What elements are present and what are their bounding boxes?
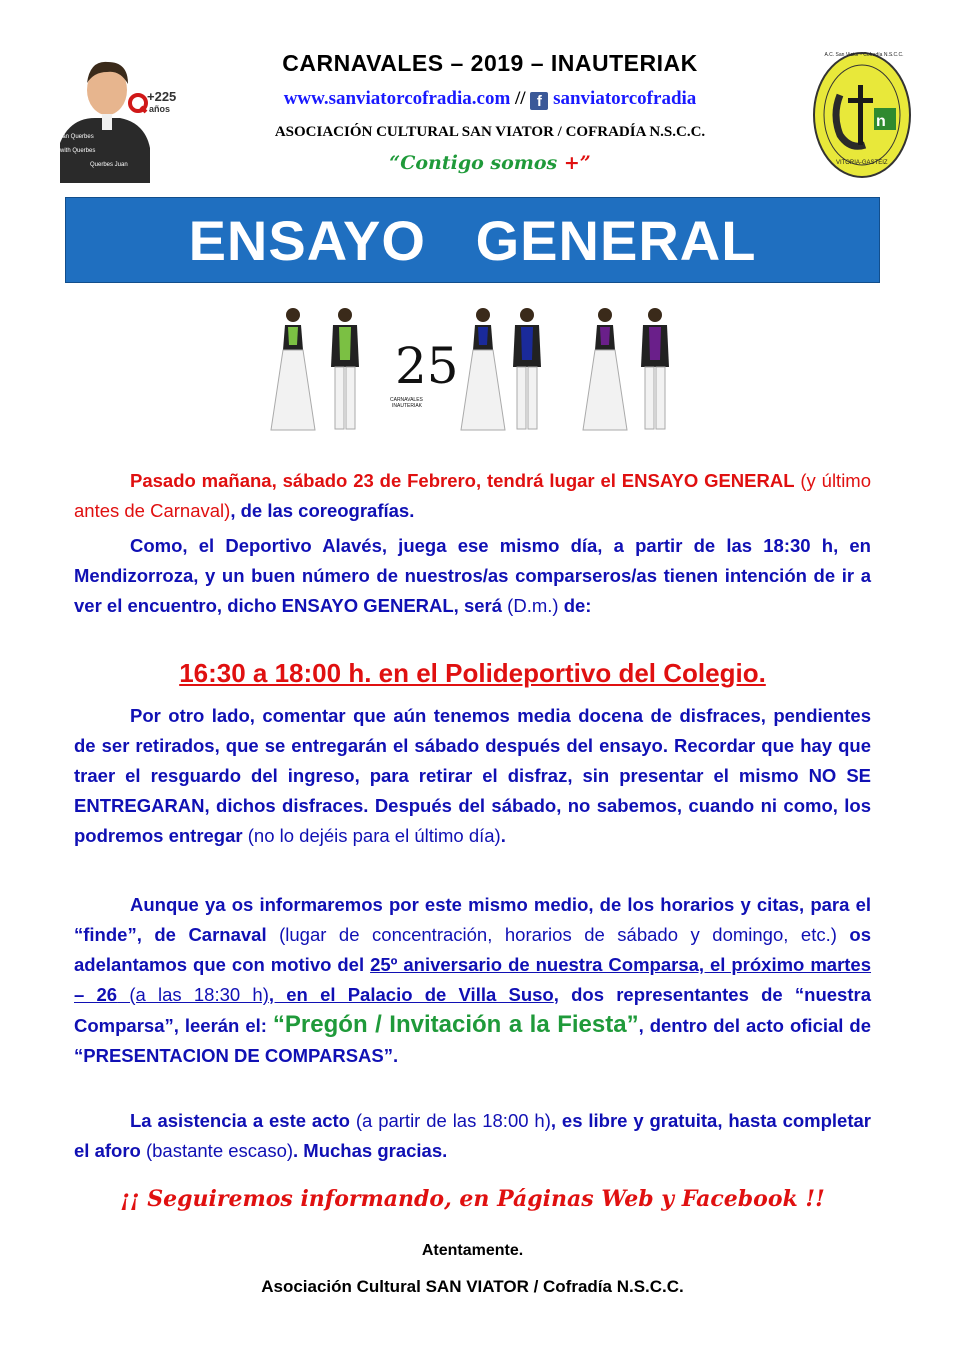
figure-man-blue (513, 308, 541, 429)
header-motto (170, 152, 810, 174)
p2-a: Como, el Deportivo Alavés, juega ese mismo día, a partir de las 18:30 h, en Mendizorroza, y un buen número de nuestros/as comparseros/as tienen intención de ir a ver el encuentro, dicho ENSAYO GENERAL, será (74, 535, 871, 616)
logo-badge-number: +225 (147, 89, 176, 104)
p5-a: La asistencia a este acto (130, 1110, 350, 1131)
figure-man-green (331, 308, 359, 429)
paragraph-2 (74, 531, 871, 621)
svg-text:VITORIA-GASTEIZ: VITORIA-GASTEIZ (836, 160, 888, 166)
p3-c: . (500, 825, 506, 846)
svg-text:Querbes Juan: Querbes Juan (90, 162, 128, 168)
p4-h: “Pregón / Invitación a la Fiesta” (272, 1011, 639, 1038)
signature: Asociación Cultural SAN VIATOR / Cofradía N.S.C.C. (261, 1277, 684, 1296)
banner-title: ENSAYO GENERAL (188, 208, 757, 272)
paragraph-3 (74, 701, 871, 851)
p3-b: (no lo dejéis para el último día) (242, 825, 501, 846)
p4-i: , dentro del acto oficial de “PRESENTACION DE COMPARSAS”. (74, 1015, 871, 1066)
p1-d: , de las coreografías. (230, 500, 415, 521)
figure-woman-green (271, 308, 315, 430)
p4-e: (a las 18:30 h) (117, 984, 269, 1005)
website-link[interactable]: www.sanviatorcofradia.com (283, 88, 511, 109)
anniversary-number: 25 (395, 337, 459, 395)
links-separator: // (515, 88, 526, 109)
p2-b: (D.m.) (502, 595, 564, 616)
right-logo-text: A.C. San Viator - Cofradía N.S.C.C. (824, 52, 904, 58)
p4-c: os adelantamos que con motivo del (74, 924, 871, 975)
p1-b: ENSAYO GENERAL (621, 470, 795, 491)
p3-a: Por otro lado, comentar que aún tenemos media docena de disfraces, pendientes de ser retirados, que se entregarán el sábado después del ensayo. Recordar que hay que traer el resguardo del ingreso, para retirar el disfraz, sin presentar el mismo NO SE ENTREGARAN, dichos disfraces. Después del sábado, no sabemos, cuando ni como, los podremos entregar (74, 705, 871, 846)
header-links (170, 88, 810, 110)
p2-c: de: (563, 595, 592, 616)
p4-a: Aunque ya os informaremos por este mismo medio, de los horarios y citas, para el “finde”, de Carnaval (74, 894, 871, 945)
right-logo (810, 50, 914, 180)
svg-text:Juan Querbes: Juan Querbes (56, 134, 94, 140)
title-banner (65, 197, 880, 283)
figure-woman-purple (583, 308, 627, 430)
motto-text: “Contigo somos (389, 152, 558, 174)
p4-f: , en el Palacio de Villa Suso (268, 984, 554, 1005)
header-title: CARNAVALES – 2019 – INAUTERIAK (282, 50, 698, 76)
p5-c: , es libre y gratuita, hasta completar el aforo (74, 1110, 871, 1161)
p4-d: 25º aniversario de nuestra Comparsa, el próximo martes – 26 (74, 954, 872, 1005)
anniversary-caption-1: CARNAVALES (390, 397, 423, 403)
header-association: ASOCIACIÓN CULTURAL SAN VIATOR / COFRADÍA N.S.C.C. (274, 124, 706, 140)
paragraph-5 (74, 1106, 871, 1166)
p1-c: (y último antes de Carnaval) (74, 470, 872, 521)
p5-d: (bastante escaso) (140, 1140, 294, 1161)
p4-g: , dos representantes de “nuestra Comparsa”, leerán el: (74, 984, 871, 1036)
left-logo (50, 48, 176, 183)
paragraph-4 (74, 890, 871, 1071)
svg-text:with Querbes: with Querbes (60, 148, 96, 154)
facebook-link[interactable]: sanviatorcofradia (553, 88, 697, 109)
p1-a: Pasado mañana, sábado 23 de Febrero, tendrá lugar el (130, 470, 616, 491)
time-location-line: 16:30 a 18:00 h. en el Polideportivo del Colegio. (179, 658, 766, 688)
seguiremos-informando: ¡¡ Seguiremos informando, en Páginas Web y Facebook !! (120, 1186, 825, 1212)
figure-man-purple (641, 308, 669, 429)
costume-figures (255, 305, 695, 445)
svg-text:n: n (876, 113, 886, 130)
p5-b: (a partir de las 18:00 h) (349, 1110, 551, 1131)
p4-b: (lugar de concentración, horarios de sábado y domingo, etc.) (266, 924, 850, 945)
atentamente: Atentamente. (421, 1242, 524, 1259)
motto-plus: +” (563, 152, 591, 174)
figure-woman-blue (461, 308, 505, 430)
facebook-icon: f (530, 92, 548, 110)
paragraph-1 (74, 466, 871, 526)
anniversary-caption-2: INAUTERIAK (392, 403, 423, 409)
logo-badge-years: años (149, 104, 171, 114)
p5-e: . Muchas gracias. (293, 1140, 448, 1161)
